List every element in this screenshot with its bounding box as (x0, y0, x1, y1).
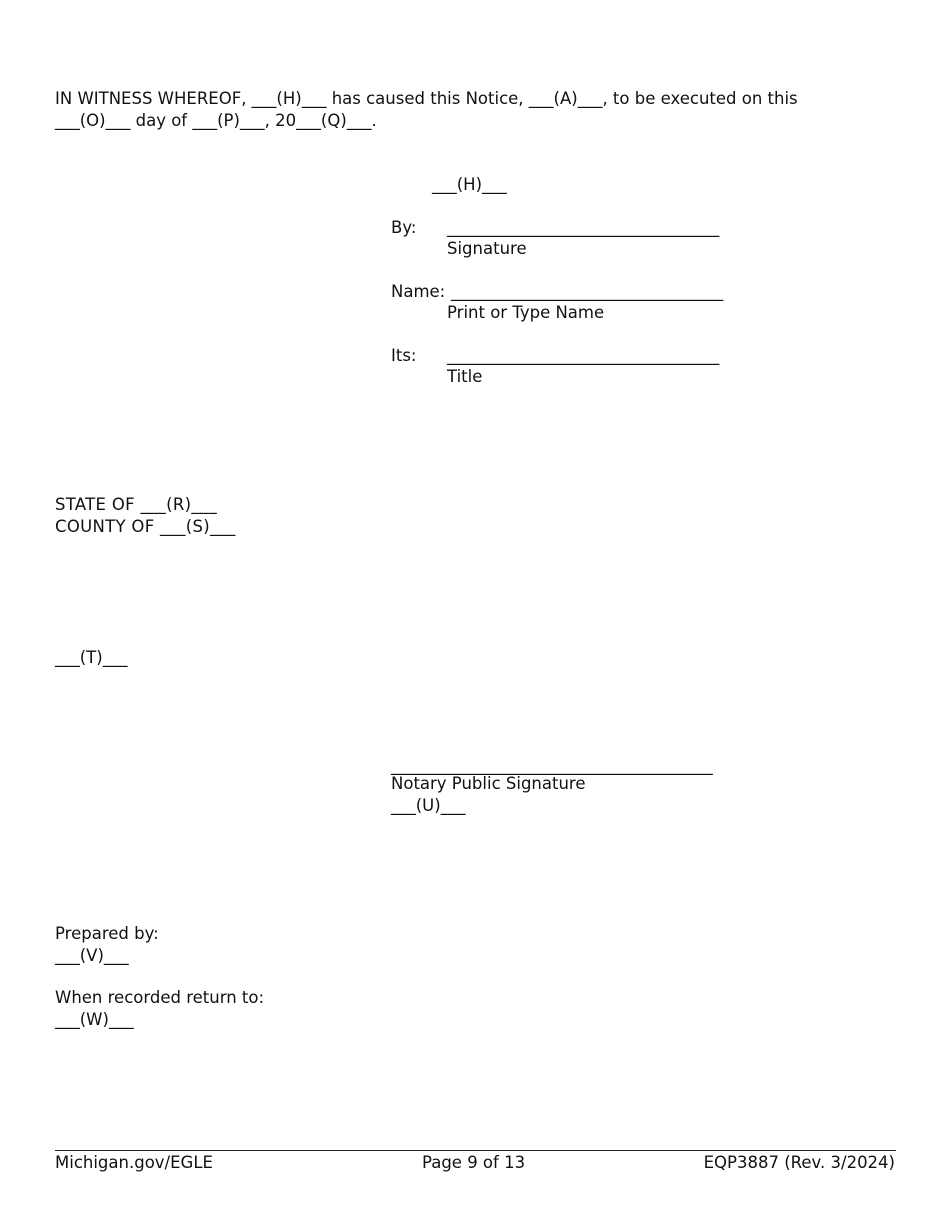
acknowledgment-text: ___(T)___ (55, 648, 128, 667)
its-label: Its: (391, 346, 417, 365)
by-label: By: (391, 218, 417, 237)
return-to-value: ___(W)___ (55, 1010, 134, 1029)
its-caption: Title (447, 367, 483, 386)
footer-page-number: Page 9 of 13 (422, 1153, 526, 1172)
venue-block (55, 494, 236, 538)
witness-line-1: IN WITNESS WHEREOF, ___(H)___ has caused this Notice, ___(A)___, to be executed on this (55, 89, 798, 108)
witness-paragraph (55, 88, 798, 132)
return-to-block (55, 987, 264, 1031)
footer-divider (55, 1150, 896, 1151)
name-line[interactable]: _________________________________ (451, 282, 724, 301)
footer-website: Michigan.gov/EGLE (55, 1153, 213, 1172)
footer-form-number: EQP3887 (Rev. 3/2024) (703, 1153, 895, 1172)
notary-signature-line[interactable]: _______________________________________ (391, 756, 713, 775)
witness-line-2: ___(O)___ day of ___(P)___, 20___(Q)___. (55, 111, 377, 130)
prepared-by-block (55, 923, 159, 967)
prepared-by-value: ___(V)___ (55, 946, 129, 965)
signature-entity: ___(H)___ (432, 175, 507, 194)
name-label: Name: (391, 282, 446, 301)
notary-value: ___(U)___ (391, 796, 466, 815)
county-of: COUNTY OF ___(S)___ (55, 517, 236, 536)
name-caption: Print or Type Name (447, 303, 605, 322)
state-of: STATE OF ___(R)___ (55, 495, 217, 514)
return-to-label: When recorded return to: (55, 988, 265, 1007)
its-line[interactable]: _________________________________ (447, 346, 720, 365)
prepared-by-label: Prepared by: (55, 924, 159, 943)
notary-caption: Notary Public Signature (391, 774, 586, 793)
by-caption: Signature (447, 239, 527, 258)
by-signature-line[interactable]: _________________________________ (447, 218, 720, 237)
